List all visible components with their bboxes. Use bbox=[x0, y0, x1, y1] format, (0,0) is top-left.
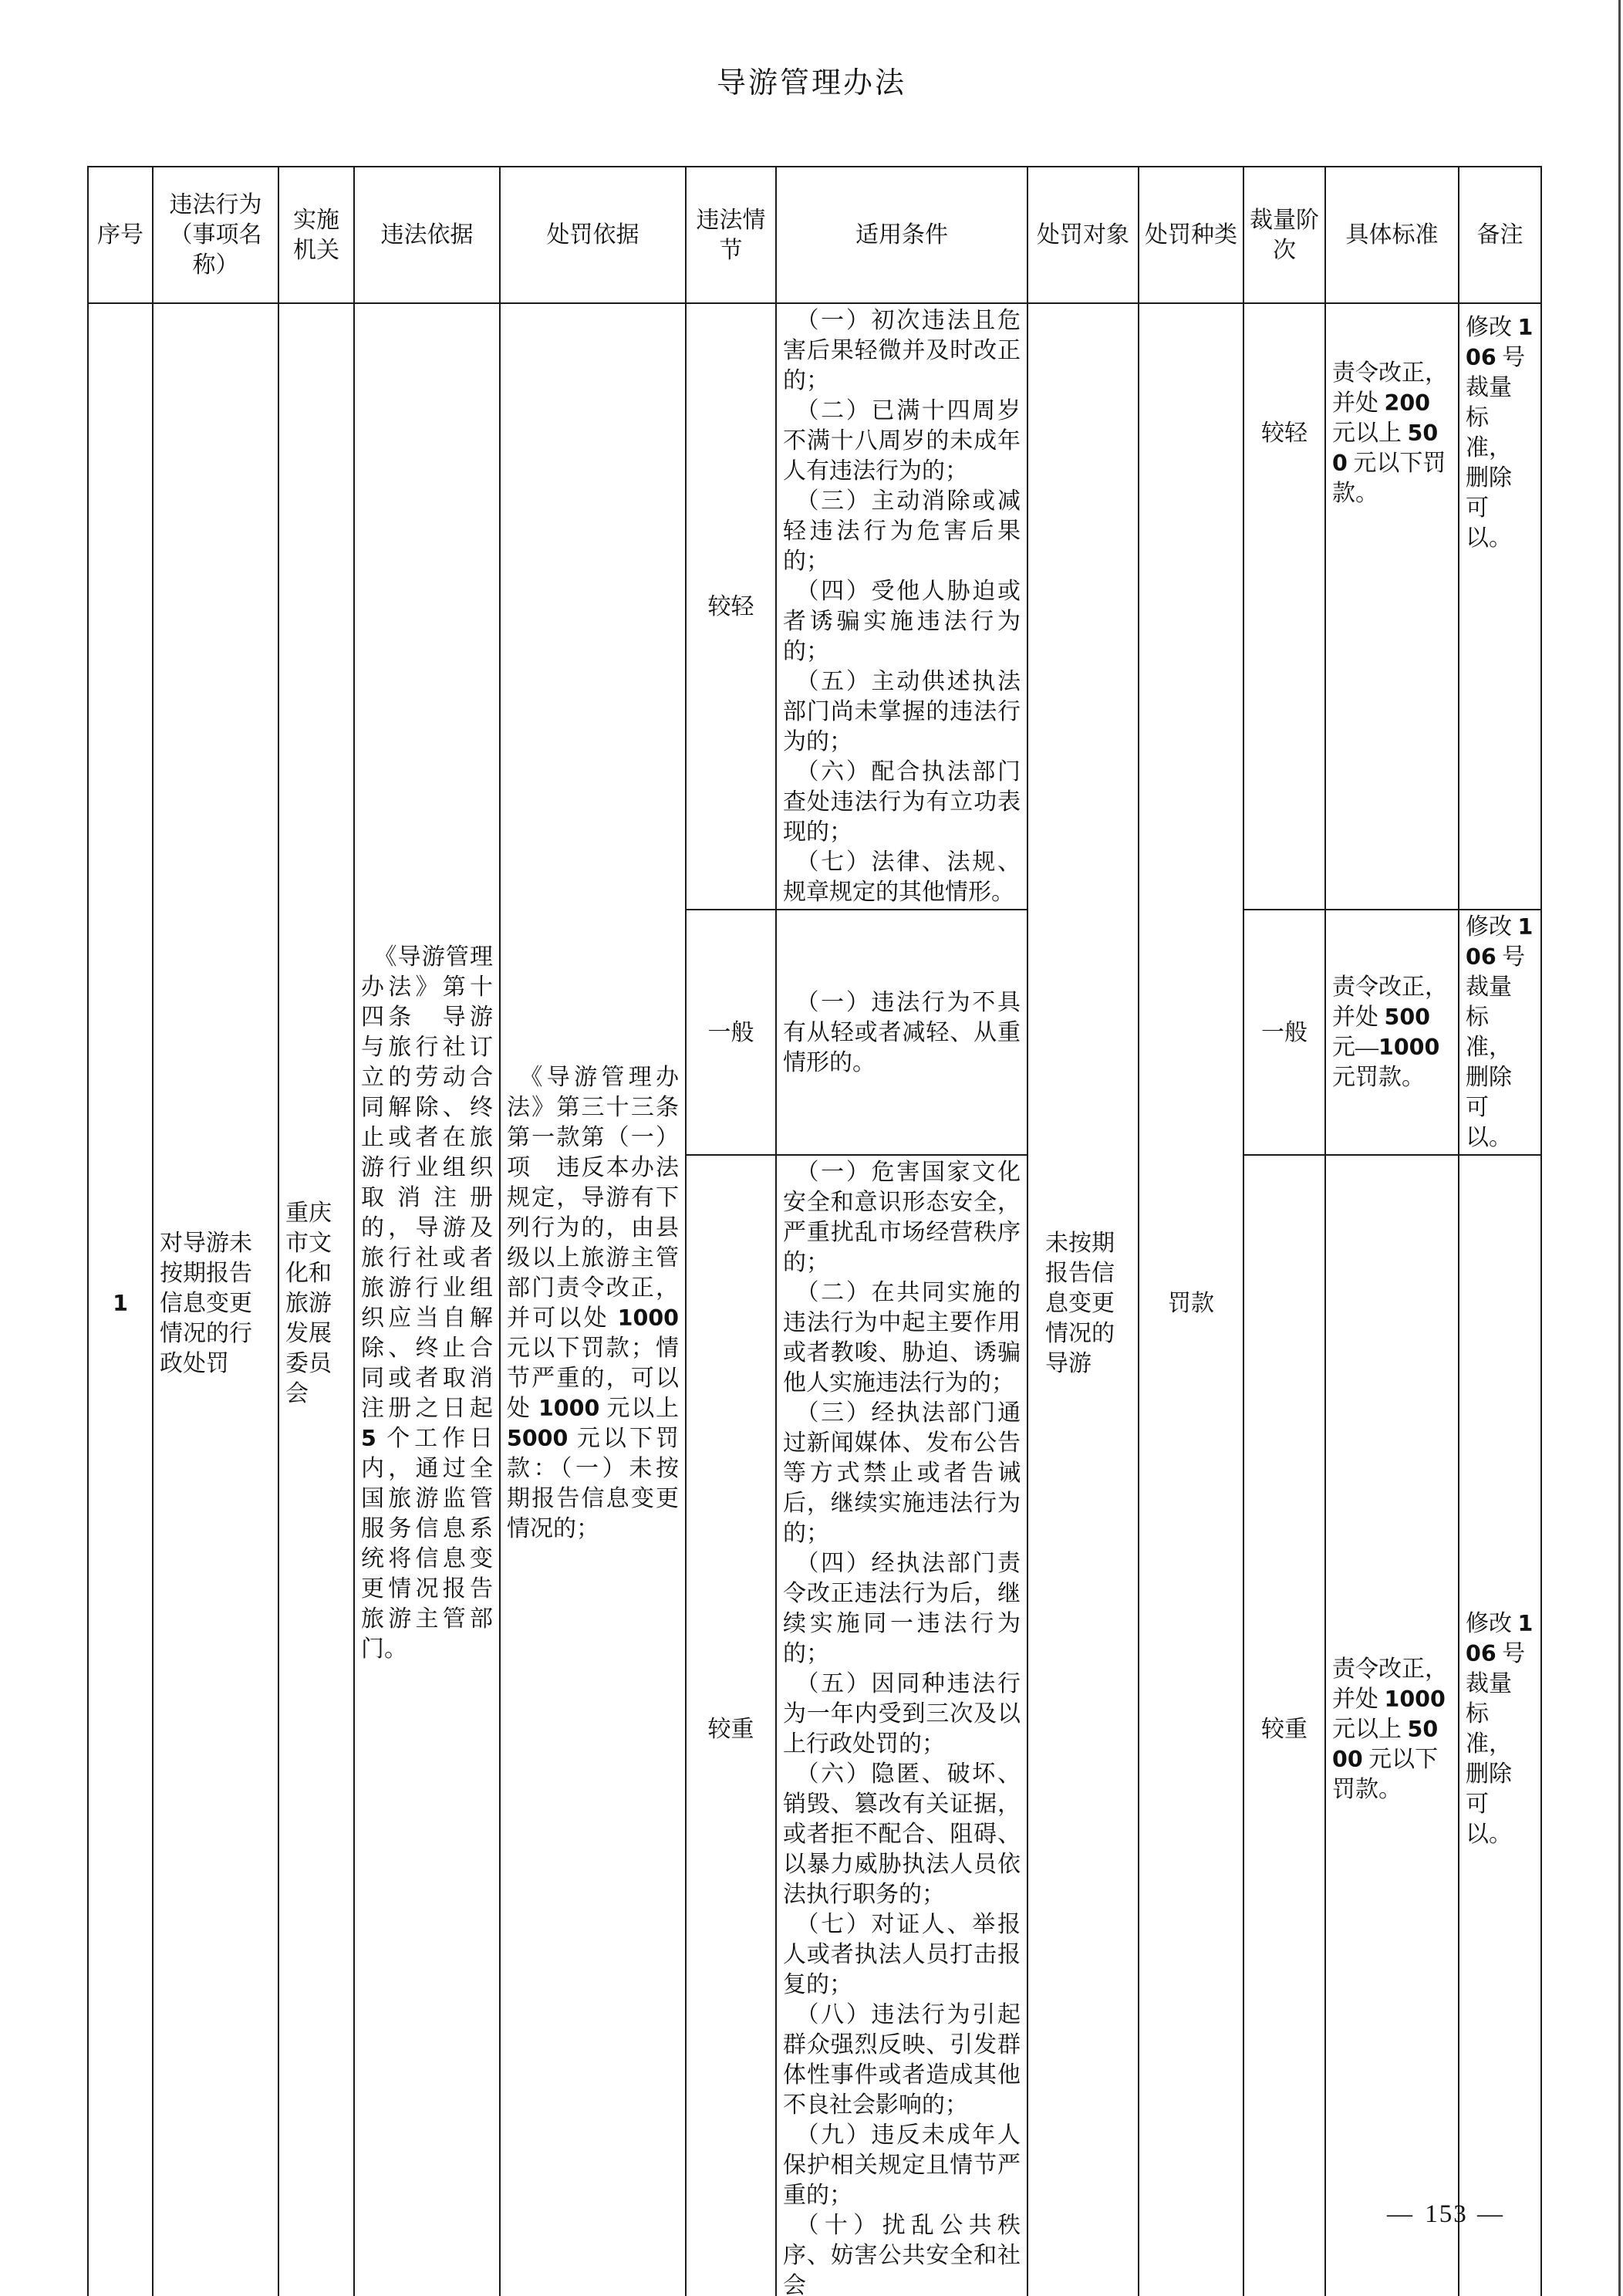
cell-standard-severe: 责令改正，并处 1000 元以上 5000 元以下罚款。 bbox=[1325, 1155, 1459, 2296]
condition-item: （四）受他人胁迫或者诱骗实施违法行为的； bbox=[783, 579, 1021, 664]
condition-item: （五）主动供述执法部门尚未掌握的违法行为的； bbox=[783, 669, 1021, 755]
cell-conditions-general bbox=[776, 910, 1027, 1155]
header-penalty-target: 处罚对象 bbox=[1027, 167, 1139, 303]
header-specific-standard: 具体标准 bbox=[1325, 167, 1459, 303]
cell-remark-severe: 修改 106 号裁量标准，删除可以。 bbox=[1459, 1155, 1541, 2296]
penalty-discretion-table bbox=[87, 166, 1542, 2296]
header-row bbox=[88, 167, 1541, 303]
header-penalty-type: 处罚种类 bbox=[1139, 167, 1243, 303]
condition-item: （七）对证人、举报人或者执法人员打击报复的； bbox=[783, 1912, 1021, 1997]
cell-conditions-severe bbox=[776, 1155, 1027, 2296]
cell-remark-general: 修改 106 号裁量标准，删除可以。 bbox=[1459, 910, 1541, 1155]
cell-circumstance-minor: 较轻 bbox=[686, 303, 776, 910]
condition-item: （十）扰乱公共秩序、妨害公共安全和社会 bbox=[783, 2213, 1021, 2296]
condition-item: （一）危害国家文化安全和意识形态安全，严重扰乱市场经营秩序的； bbox=[783, 1160, 1021, 1275]
condition-item: （四）经执法部门责令改正违法行为后，继续实施同一违法行为的； bbox=[783, 1551, 1021, 1666]
condition-item: （二）已满十四周岁不满十八周岁的未成年人有违法行为的； bbox=[783, 398, 1021, 484]
tier-row-minor bbox=[88, 303, 1541, 910]
condition-item: （一）违法行为不具有从轻或者减轻、从重情形的。 bbox=[783, 989, 1021, 1075]
cell-serial-no: 1 bbox=[88, 303, 153, 2296]
header-remark: 备注 bbox=[1459, 167, 1541, 303]
condition-item: （三）经执法部门通过新闻媒体、发布公告等方式禁止或者告诫后，继续实施违法行为的； bbox=[783, 1400, 1021, 1546]
cell-penalty-basis bbox=[500, 303, 686, 2296]
header-serial-no: 序号 bbox=[88, 167, 153, 303]
condition-item: （八）违法行为引起群众强烈反映、引发群体性事件或者造成其他不良社会影响的； bbox=[783, 2002, 1021, 2118]
cell-remark-minor bbox=[1459, 303, 1541, 910]
cell-circumstance-general: 一般 bbox=[686, 910, 776, 1155]
cell-standard-minor bbox=[1325, 303, 1459, 910]
discretion-minor-text: 较轻 bbox=[1261, 420, 1308, 446]
condition-item: （三）主动消除或减轻违法行为危害后果的； bbox=[783, 488, 1021, 574]
condition-item: （七）法律、法规、规章规定的其他情形。 bbox=[783, 849, 1021, 905]
cell-violation-name: 对导游未按期报告信息变更情况的行政处罚 bbox=[153, 303, 278, 2296]
cell-implementing-agency: 重庆市文化和旅游发展委员会 bbox=[278, 303, 354, 2296]
cell-penalty-target: 未按期报告信息变更情况的导游 bbox=[1027, 303, 1139, 2296]
cell-penalty-type: 罚款 bbox=[1139, 303, 1243, 2296]
page-title: 导游管理办法 bbox=[716, 67, 906, 100]
scan-edge-line bbox=[1618, 0, 1621, 2296]
cell-discretion-minor bbox=[1243, 303, 1325, 910]
condition-item: （九）违反未成年人保护相关规定且情节严重的； bbox=[783, 2122, 1021, 2208]
cell-circumstance-severe: 较重 bbox=[686, 1155, 776, 2296]
penalty-basis-text: 《导游管理办法》第三十三条第一款第（一）项 违反本办法规定，导游有下列行为的，由县级以上旅游主管部门责令改正，并可以处 1000 元以下罚款；情节严重的，可以处 1000 元以上 5000 元以下罚款：（一）未按期报告信息变更情况的； bbox=[507, 1065, 679, 1541]
cell-conditions-minor bbox=[776, 303, 1027, 910]
standard-minor-text: 责令改正，并处 200 元以上 500 元以下罚款。 bbox=[1332, 360, 1448, 506]
header-discretion-level: 裁量阶次 bbox=[1243, 167, 1325, 303]
violation-basis-text: 《导游管理办法》第十四条 导游与旅行社订立的劳动合同解除、终止或者在旅游行业组织取消注册的，导游及旅行社或者旅游行业组织应当自解除、终止合同或者取消注册之日起 5 个工作日内，通过全国旅游监管服务信息系统将信息变更情况报告旅游主管部门。 bbox=[361, 944, 493, 1662]
cell-discretion-general: 一般 bbox=[1243, 910, 1325, 1155]
header-applicable-conditions: 适用条件 bbox=[776, 167, 1027, 303]
header-implementing-agency: 实施机关 bbox=[278, 167, 354, 303]
condition-item: （二）在共同实施的违法行为中起主要作用或者教唆、胁迫、诱骗他人实施违法行为的； bbox=[783, 1280, 1021, 1396]
cell-discretion-severe: 较重 bbox=[1243, 1155, 1325, 2296]
condition-item: （五）因同种违法行为一年内受到三次及以上行政处罚的； bbox=[783, 1671, 1021, 1757]
condition-item: （六）隐匿、破坏、销毁、篡改有关证据，或者拒不配合、阻碍、以暴力威胁执法人员依法执行职务的； bbox=[783, 1761, 1021, 1907]
cell-violation-basis bbox=[354, 303, 500, 2296]
condition-item: （一）初次违法且危害后果轻微并及时改正的； bbox=[783, 308, 1021, 393]
header-penalty-basis: 处罚依据 bbox=[500, 167, 686, 303]
cell-standard-general: 责令改正，并处 500 元—1000 元罚款。 bbox=[1325, 910, 1459, 1155]
remark-minor-text: 修改 106 号裁量标准，删除可以。 bbox=[1466, 315, 1534, 551]
header-violation-name: 违法行为（事项名称） bbox=[153, 167, 278, 303]
condition-item: （六）配合执法部门查处违法行为有立功表现的； bbox=[783, 759, 1021, 845]
header-circumstance: 违法情节 bbox=[686, 167, 776, 303]
header-violation-basis: 违法依据 bbox=[354, 167, 500, 303]
page-number: — 153 — bbox=[1387, 2200, 1506, 2228]
